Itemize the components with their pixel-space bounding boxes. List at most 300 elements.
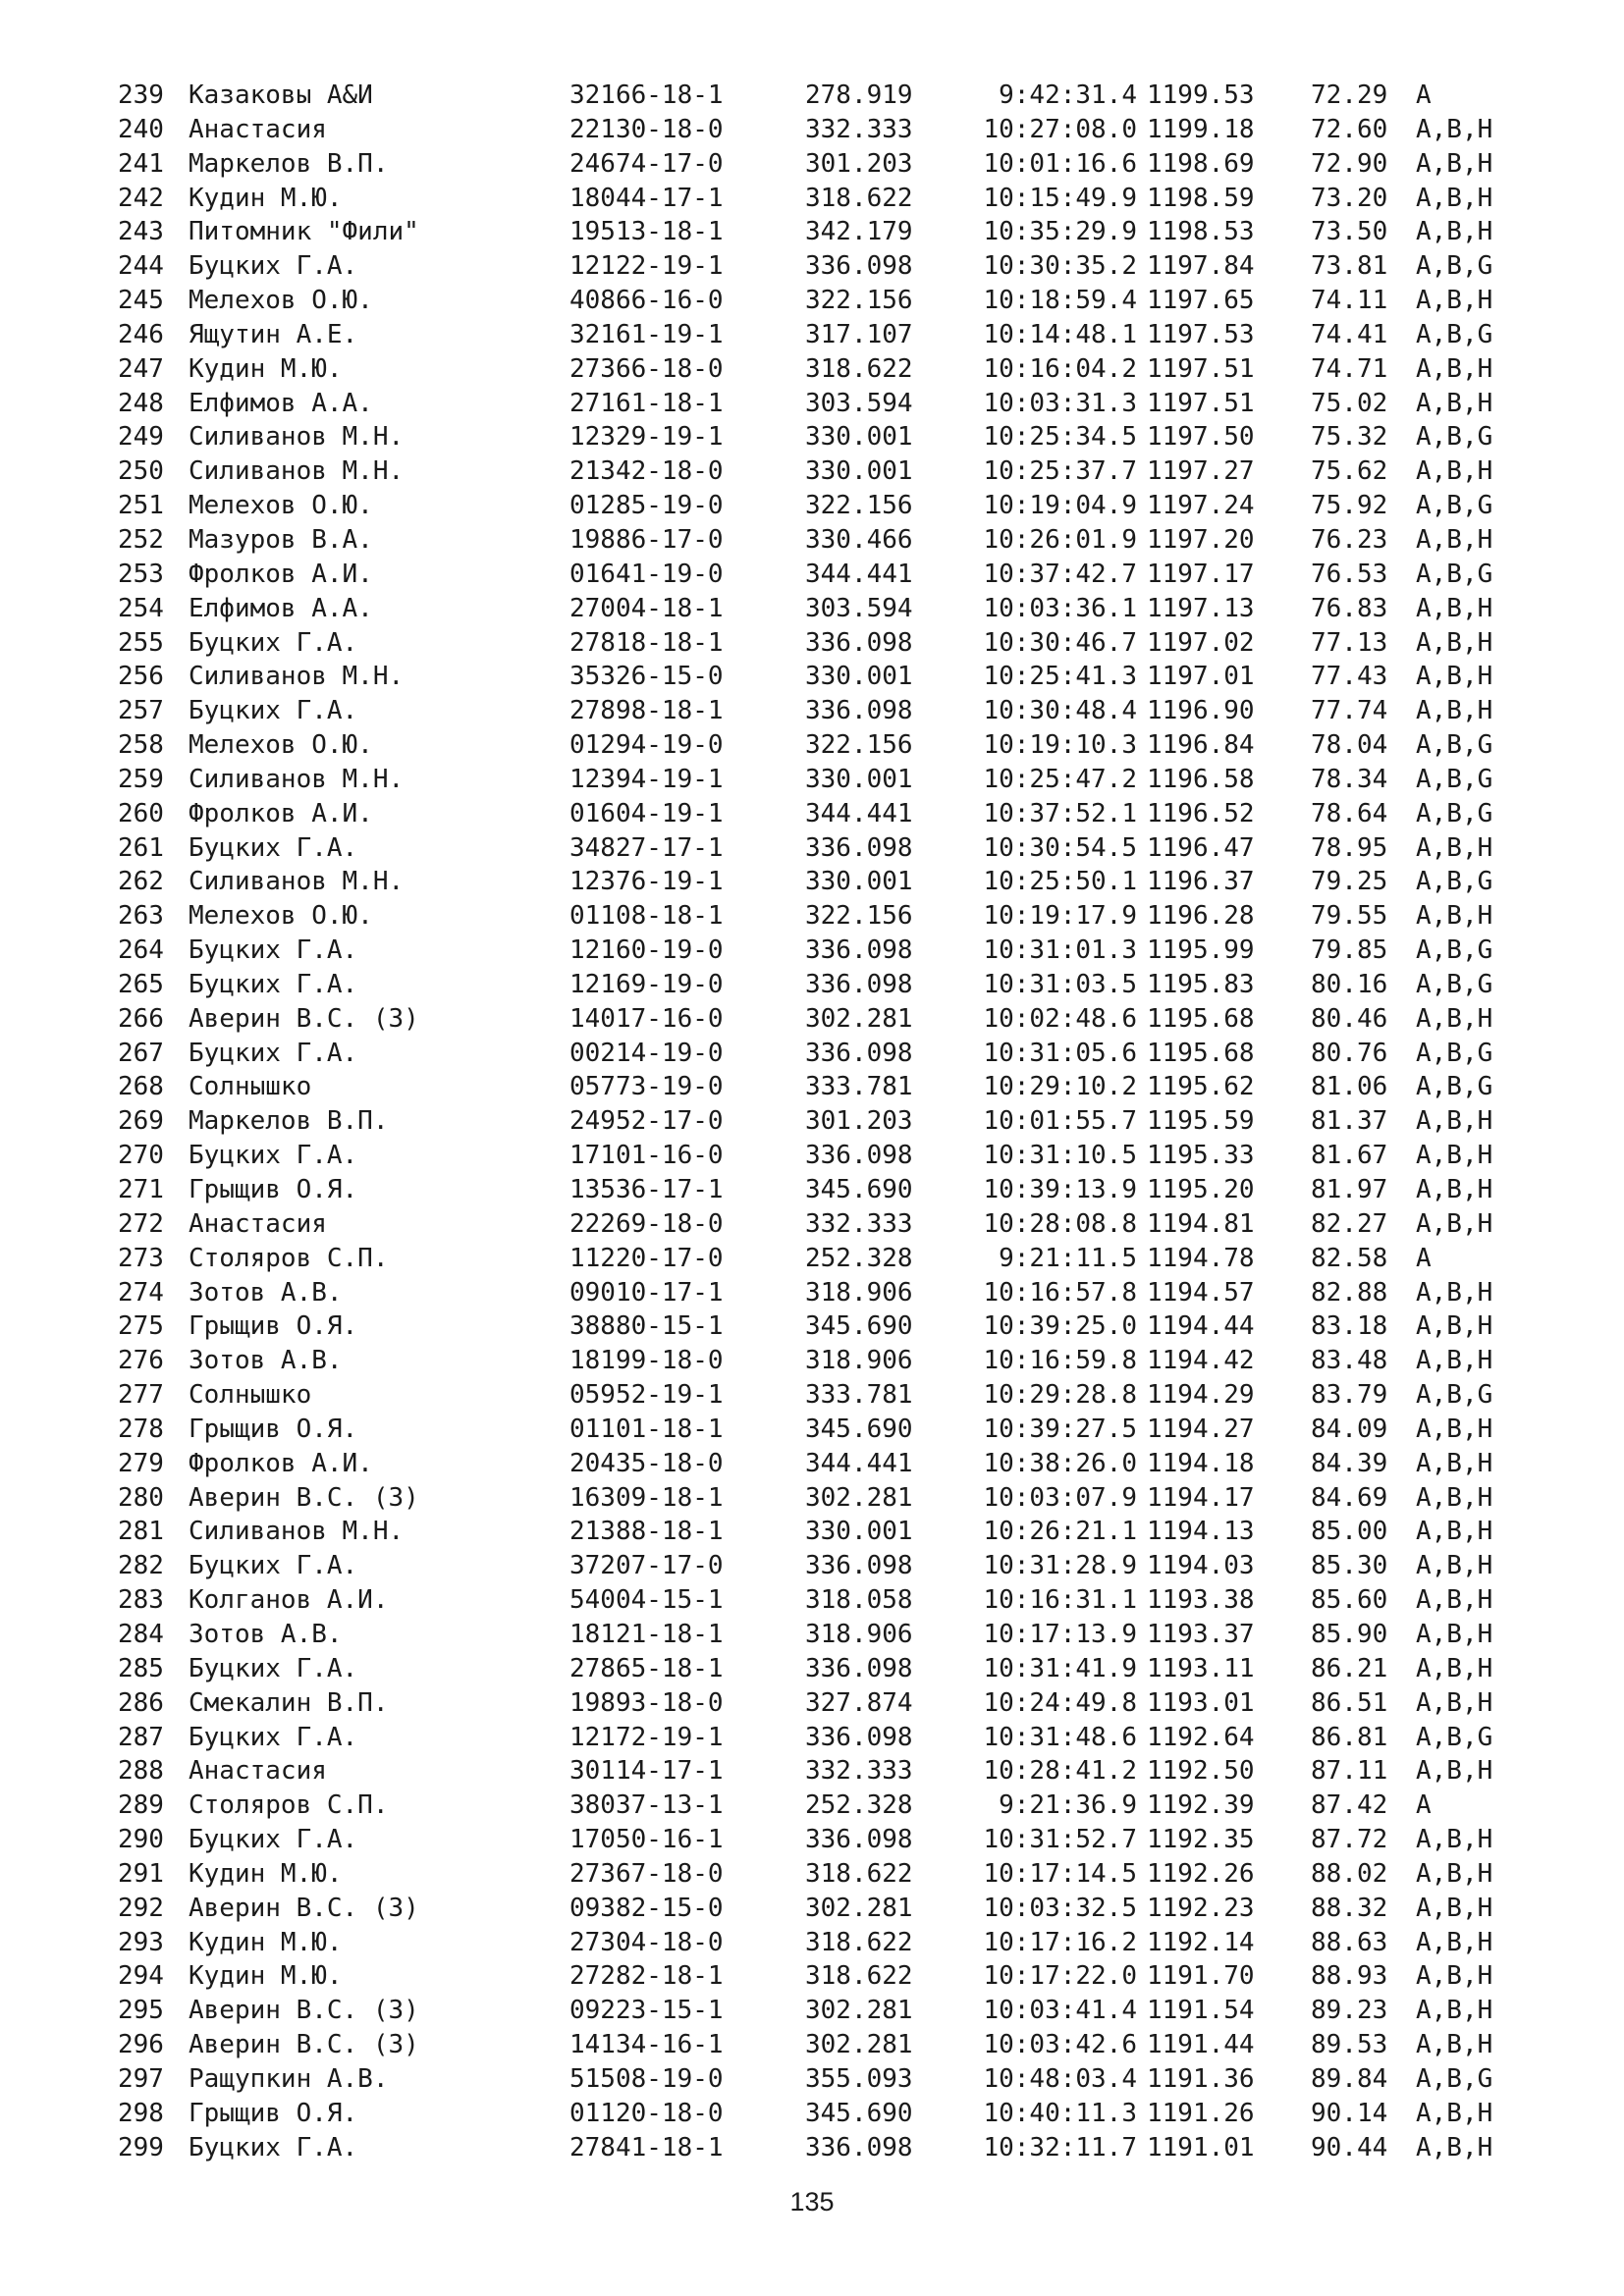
categories-cell: A,B,H (1416, 2030, 1493, 2060)
percent-cell: 80.46 (1311, 1003, 1388, 1034)
ring-number-cell: 27366-18-0 (569, 353, 724, 384)
ring-number-cell: 21342-18-0 (569, 456, 724, 487)
ring-number-cell: 01108-18-1 (569, 901, 724, 932)
arrival-time-cell: 10:37:52.1 (983, 798, 1137, 828)
owner-name-cell: Силиванов М.Н. (189, 1517, 405, 1547)
speed-cell: 1197.84 (1147, 251, 1255, 282)
percent-cell: 81.67 (1311, 1141, 1388, 1171)
rank-cell: 272 (118, 1208, 164, 1239)
speed-cell: 1194.27 (1147, 1414, 1255, 1444)
categories-cell: A,B,H (1416, 662, 1493, 692)
categories-cell: A,B,H (1416, 524, 1493, 555)
ring-number-cell: 01285-19-0 (569, 491, 724, 521)
percent-cell: 82.88 (1311, 1277, 1388, 1308)
owner-name-cell: Елфимов А.А. (189, 388, 373, 418)
owner-name-cell: Аверин В.С. (З) (189, 1996, 419, 2026)
categories-cell: A,B,H (1416, 1996, 1493, 2026)
rank-cell: 268 (118, 1072, 164, 1102)
categories-cell: A,B,G (1416, 935, 1493, 966)
ring-number-cell: 17101-16-0 (569, 1141, 724, 1171)
categories-cell: A,B,G (1416, 1722, 1493, 1752)
categories-cell: A,B,H (1416, 1961, 1493, 1992)
ring-number-cell: 01641-19-0 (569, 559, 724, 589)
distance-cell: 336.098 (805, 251, 913, 282)
rank-cell: 282 (118, 1551, 164, 1581)
owner-name-cell: Кудин М.Ю. (189, 1858, 343, 1889)
distance-cell: 322.156 (805, 491, 913, 521)
arrival-time-cell: 10:19:04.9 (983, 491, 1137, 521)
percent-cell: 89.23 (1311, 1996, 1388, 2026)
categories-cell: A,B,H (1416, 593, 1493, 623)
percent-cell: 80.76 (1311, 1038, 1388, 1068)
speed-cell: 1197.50 (1147, 422, 1255, 453)
rank-cell: 253 (118, 559, 164, 589)
speed-cell: 1191.44 (1147, 2030, 1255, 2060)
owner-name-cell: Грыщив О.Я. (189, 1175, 358, 1204)
distance-cell: 336.098 (805, 1141, 913, 1171)
rank-cell: 245 (118, 286, 164, 316)
arrival-time-cell: 10:31:48.6 (983, 1722, 1137, 1752)
percent-cell: 78.95 (1311, 832, 1388, 863)
speed-cell: 1195.83 (1147, 969, 1255, 999)
ring-number-cell: 27367-18-0 (569, 1858, 724, 1889)
arrival-time-cell: 10:30:48.4 (983, 696, 1137, 726)
percent-cell: 89.84 (1311, 2063, 1388, 2094)
categories-cell: A,B,G (1416, 764, 1493, 794)
ring-number-cell: 37207-17-0 (569, 1551, 724, 1581)
speed-cell: 1197.65 (1147, 286, 1255, 316)
rank-cell: 267 (118, 1038, 164, 1068)
owner-name-cell: Силиванов М.Н. (189, 422, 405, 453)
categories-cell: A,B,H (1416, 456, 1493, 487)
rank-cell: 259 (118, 764, 164, 794)
categories-cell: A,B,H (1416, 696, 1493, 726)
owner-name-cell: Буцких Г.А. (189, 1653, 358, 1683)
distance-cell: 330.466 (805, 524, 913, 555)
speed-cell: 1197.01 (1147, 662, 1255, 692)
percent-cell: 77.74 (1311, 696, 1388, 726)
ring-number-cell: 12394-19-1 (569, 764, 724, 794)
rank-cell: 266 (118, 1003, 164, 1034)
speed-cell: 1196.58 (1147, 764, 1255, 794)
distance-cell: 332.333 (805, 1756, 913, 1787)
rank-cell: 251 (118, 491, 164, 521)
ring-number-cell: 12329-19-1 (569, 422, 724, 453)
ring-number-cell: 12172-19-1 (569, 1722, 724, 1752)
ring-number-cell: 22130-18-0 (569, 114, 724, 144)
owner-name-cell: Колганов А.И. (189, 1585, 389, 1616)
owner-name-cell: Силиванов М.Н. (189, 662, 405, 692)
owner-name-cell: Буцких Г.А. (189, 2132, 358, 2163)
distance-cell: 345.690 (805, 1414, 913, 1444)
rank-cell: 242 (118, 183, 164, 213)
distance-cell: 336.098 (805, 935, 913, 966)
speed-cell: 1194.44 (1147, 1311, 1255, 1342)
percent-cell: 82.27 (1311, 1208, 1388, 1239)
rank-cell: 293 (118, 1927, 164, 1957)
arrival-time-cell: 10:39:27.5 (983, 1414, 1137, 1444)
categories-cell: A,B,H (1416, 1003, 1493, 1034)
categories-cell: A,B,H (1416, 1414, 1493, 1444)
rank-cell: 298 (118, 2098, 164, 2128)
distance-cell: 330.001 (805, 867, 913, 897)
ring-number-cell: 09010-17-1 (569, 1277, 724, 1308)
categories-cell: A,B,H (1416, 627, 1493, 658)
distance-cell: 318.622 (805, 353, 913, 384)
rank-cell: 257 (118, 696, 164, 726)
categories-cell: A,B,G (1416, 1380, 1493, 1411)
distance-cell: 252.328 (805, 1790, 913, 1821)
owner-name-cell: Мелехов О.Ю. (189, 901, 373, 932)
rank-cell: 287 (118, 1722, 164, 1752)
speed-cell: 1194.78 (1147, 1243, 1255, 1273)
distance-cell: 322.156 (805, 901, 913, 932)
distance-cell: 344.441 (805, 798, 913, 828)
percent-cell: 85.30 (1311, 1551, 1388, 1581)
categories-cell: A,B,G (1416, 867, 1493, 897)
arrival-time-cell: 10:03:42.6 (983, 2030, 1137, 2060)
speed-cell: 1196.84 (1147, 730, 1255, 761)
percent-cell: 88.93 (1311, 1961, 1388, 1992)
categories-cell: A,B,H (1416, 1893, 1493, 1923)
arrival-time-cell: 10:17:16.2 (983, 1927, 1137, 1957)
percent-cell: 88.32 (1311, 1893, 1388, 1923)
arrival-time-cell: 10:30:46.7 (983, 627, 1137, 658)
owner-name-cell: Грыщив О.Я. (189, 1414, 358, 1444)
rank-cell: 289 (118, 1790, 164, 1821)
categories-cell: A,B,G (1416, 798, 1493, 828)
percent-cell: 81.97 (1311, 1175, 1388, 1204)
arrival-time-cell: 10:25:37.7 (983, 456, 1137, 487)
categories-cell: A,B,H (1416, 901, 1493, 932)
ring-number-cell: 27818-18-1 (569, 627, 724, 658)
owner-name-cell: Аверин В.С. (З) (189, 1003, 419, 1034)
percent-cell: 88.02 (1311, 1858, 1388, 1889)
speed-cell: 1195.99 (1147, 935, 1255, 966)
rank-cell: 254 (118, 593, 164, 623)
rank-cell: 296 (118, 2030, 164, 2060)
ring-number-cell: 21388-18-1 (569, 1517, 724, 1547)
arrival-time-cell: 10:03:07.9 (983, 1482, 1137, 1513)
percent-cell: 85.60 (1311, 1585, 1388, 1616)
categories-cell: A,B,G (1416, 251, 1493, 282)
owner-name-cell: Буцких Г.А. (189, 627, 358, 658)
arrival-time-cell: 10:17:13.9 (983, 1619, 1137, 1649)
arrival-time-cell: 10:02:48.6 (983, 1003, 1137, 1034)
ring-number-cell: 01120-18-0 (569, 2098, 724, 2128)
owner-name-cell: Аверин В.С. (З) (189, 1482, 419, 1513)
distance-cell: 342.179 (805, 217, 913, 247)
owner-name-cell: Зотов А.В. (189, 1277, 343, 1308)
ring-number-cell: 01604-19-1 (569, 798, 724, 828)
rank-cell: 264 (118, 935, 164, 966)
categories-cell: A,B,H (1416, 183, 1493, 213)
categories-cell: A,B,G (1416, 969, 1493, 999)
percent-cell: 90.14 (1311, 2098, 1388, 2128)
distance-cell: 345.690 (805, 1175, 913, 1204)
rank-cell: 279 (118, 1448, 164, 1478)
owner-name-cell: Буцких Г.А. (189, 251, 358, 282)
owner-name-cell: Фролков А.И. (189, 798, 373, 828)
percent-cell: 76.53 (1311, 559, 1388, 589)
categories-cell: A,B,H (1416, 832, 1493, 863)
percent-cell: 76.23 (1311, 524, 1388, 555)
distance-cell: 336.098 (805, 1825, 913, 1855)
distance-cell: 333.781 (805, 1072, 913, 1102)
categories-cell: A,B,G (1416, 319, 1493, 349)
percent-cell: 84.69 (1311, 1482, 1388, 1513)
percent-cell: 83.79 (1311, 1380, 1388, 1411)
arrival-time-cell: 10:14:48.1 (983, 319, 1137, 349)
percent-cell: 80.16 (1311, 969, 1388, 999)
speed-cell: 1197.24 (1147, 491, 1255, 521)
percent-cell: 79.25 (1311, 867, 1388, 897)
distance-cell: 301.203 (805, 148, 913, 179)
distance-cell: 303.594 (805, 388, 913, 418)
distance-cell: 330.001 (805, 422, 913, 453)
percent-cell: 72.29 (1311, 80, 1388, 110)
distance-cell: 317.107 (805, 319, 913, 349)
percent-cell: 86.81 (1311, 1722, 1388, 1752)
speed-cell: 1195.59 (1147, 1106, 1255, 1137)
percent-cell: 73.50 (1311, 217, 1388, 247)
rank-cell: 275 (118, 1311, 164, 1342)
categories-cell: A,B,H (1416, 1208, 1493, 1239)
distance-cell: 330.001 (805, 662, 913, 692)
distance-cell: 303.594 (805, 593, 913, 623)
speed-cell: 1198.69 (1147, 148, 1255, 179)
ring-number-cell: 19513-18-1 (569, 217, 724, 247)
rank-cell: 292 (118, 1893, 164, 1923)
distance-cell: 301.203 (805, 1106, 913, 1137)
percent-cell: 90.44 (1311, 2132, 1388, 2163)
percent-cell: 88.63 (1311, 1927, 1388, 1957)
owner-name-cell: Мелехов О.Ю. (189, 491, 373, 521)
ring-number-cell: 40866-16-0 (569, 286, 724, 316)
speed-cell: 1197.13 (1147, 593, 1255, 623)
rank-cell: 274 (118, 1277, 164, 1308)
owner-name-cell: Солнышко (189, 1380, 312, 1411)
speed-cell: 1194.13 (1147, 1517, 1255, 1547)
rank-cell: 240 (118, 114, 164, 144)
arrival-time-cell: 10:30:35.2 (983, 251, 1137, 282)
distance-cell: 344.441 (805, 1448, 913, 1478)
arrival-time-cell: 10:03:41.4 (983, 1996, 1137, 2026)
speed-cell: 1196.37 (1147, 867, 1255, 897)
percent-cell: 87.11 (1311, 1756, 1388, 1787)
arrival-time-cell: 10:39:25.0 (983, 1311, 1137, 1342)
speed-cell: 1194.29 (1147, 1380, 1255, 1411)
owner-name-cell: Кудин М.Ю. (189, 183, 343, 213)
distance-cell: 318.906 (805, 1619, 913, 1649)
ring-number-cell: 09223-15-1 (569, 1996, 724, 2026)
categories-cell: A,B,H (1416, 1311, 1493, 1342)
ring-number-cell: 17050-16-1 (569, 1825, 724, 1855)
arrival-time-cell: 10:29:10.2 (983, 1072, 1137, 1102)
arrival-time-cell: 9:21:11.5 (999, 1243, 1137, 1273)
speed-cell: 1199.53 (1147, 80, 1255, 110)
ring-number-cell: 19893-18-0 (569, 1687, 724, 1718)
owner-name-cell: Буцких Г.А. (189, 1141, 358, 1171)
ring-number-cell: 00214-19-0 (569, 1038, 724, 1068)
percent-cell: 74.71 (1311, 353, 1388, 384)
arrival-time-cell: 10:19:10.3 (983, 730, 1137, 761)
categories-cell: A,B,H (1416, 1858, 1493, 1889)
owner-name-cell: Буцких Г.А. (189, 1825, 358, 1855)
categories-cell: A,B,H (1416, 388, 1493, 418)
owner-name-cell: Зотов А.В. (189, 1619, 343, 1649)
rank-cell: 286 (118, 1687, 164, 1718)
speed-cell: 1192.35 (1147, 1825, 1255, 1855)
speed-cell: 1197.17 (1147, 559, 1255, 589)
percent-cell: 75.92 (1311, 491, 1388, 521)
arrival-time-cell: 10:31:05.6 (983, 1038, 1137, 1068)
arrival-time-cell: 10:17:14.5 (983, 1858, 1137, 1889)
speed-cell: 1197.51 (1147, 388, 1255, 418)
categories-cell: A,B,H (1416, 1175, 1493, 1204)
distance-cell: 318.622 (805, 183, 913, 213)
owner-name-cell: Мазуров В.А. (189, 524, 373, 555)
rank-cell: 284 (118, 1619, 164, 1649)
rank-cell: 294 (118, 1961, 164, 1992)
owner-name-cell: Фролков А.И. (189, 1448, 373, 1478)
distance-cell: 345.690 (805, 2098, 913, 2128)
ring-number-cell: 27304-18-0 (569, 1927, 724, 1957)
owner-name-cell: Кудин М.Ю. (189, 1927, 343, 1957)
arrival-time-cell: 10:03:31.3 (983, 388, 1137, 418)
categories-cell: A,B,G (1416, 491, 1493, 521)
ring-number-cell: 54004-15-1 (569, 1585, 724, 1616)
ring-number-cell: 22269-18-0 (569, 1208, 724, 1239)
rank-cell: 295 (118, 1996, 164, 2026)
categories-cell: A,B,H (1416, 1585, 1493, 1616)
speed-cell: 1191.26 (1147, 2098, 1255, 2128)
owner-name-cell: Кудин М.Ю. (189, 353, 343, 384)
rank-cell: 241 (118, 148, 164, 179)
arrival-time-cell: 10:31:03.5 (983, 969, 1137, 999)
percent-cell: 72.90 (1311, 148, 1388, 179)
percent-cell: 89.53 (1311, 2030, 1388, 2060)
distance-cell: 302.281 (805, 1003, 913, 1034)
arrival-time-cell: 10:31:41.9 (983, 1653, 1137, 1683)
speed-cell: 1191.01 (1147, 2132, 1255, 2163)
categories-cell: A,B,H (1416, 1517, 1493, 1547)
arrival-time-cell: 10:25:47.2 (983, 764, 1137, 794)
ring-number-cell: 12160-19-0 (569, 935, 724, 966)
distance-cell: 327.874 (805, 1687, 913, 1718)
distance-cell: 336.098 (805, 1038, 913, 1068)
distance-cell: 318.906 (805, 1277, 913, 1308)
rank-cell: 255 (118, 627, 164, 658)
distance-cell: 278.919 (805, 80, 913, 110)
page-number: 135 (789, 2187, 835, 2216)
speed-cell: 1198.59 (1147, 183, 1255, 213)
percent-cell: 72.60 (1311, 114, 1388, 144)
arrival-time-cell: 10:03:36.1 (983, 593, 1137, 623)
categories-cell: A,B,H (1416, 1619, 1493, 1649)
categories-cell: A,B,H (1416, 1687, 1493, 1718)
percent-cell: 82.58 (1311, 1243, 1388, 1273)
speed-cell: 1196.52 (1147, 798, 1255, 828)
distance-cell: 332.333 (805, 114, 913, 144)
categories-cell: A,B,H (1416, 217, 1493, 247)
arrival-time-cell: 10:18:59.4 (983, 286, 1137, 316)
percent-cell: 74.11 (1311, 286, 1388, 316)
speed-cell: 1197.51 (1147, 353, 1255, 384)
distance-cell: 302.281 (805, 1996, 913, 2026)
ring-number-cell: 24952-17-0 (569, 1106, 724, 1137)
categories-cell: A,B,H (1416, 1551, 1493, 1581)
ring-number-cell: 27865-18-1 (569, 1653, 724, 1683)
speed-cell: 1192.23 (1147, 1893, 1255, 1923)
distance-cell: 322.156 (805, 286, 913, 316)
ring-number-cell: 18199-18-0 (569, 1346, 724, 1376)
distance-cell: 355.093 (805, 2063, 913, 2094)
arrival-time-cell: 10:38:26.0 (983, 1448, 1137, 1478)
ring-number-cell: 27898-18-1 (569, 696, 724, 726)
categories-cell: A,B,H (1416, 1927, 1493, 1957)
owner-name-cell: Буцких Г.А. (189, 1722, 358, 1752)
rank-cell: 258 (118, 730, 164, 761)
distance-cell: 336.098 (805, 1653, 913, 1683)
categories-cell: A,B,H (1416, 1653, 1493, 1683)
distance-cell: 318.622 (805, 1961, 913, 1992)
owner-name-cell: Елфимов А.А. (189, 593, 373, 623)
owner-name-cell: Силиванов М.Н. (189, 764, 405, 794)
arrival-time-cell: 10:17:22.0 (983, 1961, 1137, 1992)
categories-cell: A,B,G (1416, 730, 1493, 761)
distance-cell: 330.001 (805, 764, 913, 794)
categories-cell: A,B,H (1416, 1277, 1493, 1308)
arrival-time-cell: 10:40:11.3 (983, 2098, 1137, 2128)
distance-cell: 302.281 (805, 1893, 913, 1923)
arrival-time-cell: 10:48:03.4 (983, 2063, 1137, 2094)
rank-cell: 269 (118, 1106, 164, 1137)
categories-cell: A (1416, 1790, 1432, 1821)
ring-number-cell: 18121-18-1 (569, 1619, 724, 1649)
distance-cell: 330.001 (805, 456, 913, 487)
ring-number-cell: 34827-17-1 (569, 832, 724, 863)
ring-number-cell: 01101-18-1 (569, 1414, 724, 1444)
categories-cell: A (1416, 1243, 1432, 1273)
speed-cell: 1193.11 (1147, 1653, 1255, 1683)
ring-number-cell: 18044-17-1 (569, 183, 724, 213)
distance-cell: 345.690 (805, 1311, 913, 1342)
speed-cell: 1192.26 (1147, 1858, 1255, 1889)
categories-cell: A,B,H (1416, 1825, 1493, 1855)
distance-cell: 336.098 (805, 696, 913, 726)
categories-cell: A,B,G (1416, 559, 1493, 589)
distance-cell: 336.098 (805, 2132, 913, 2163)
percent-cell: 87.72 (1311, 1825, 1388, 1855)
speed-cell: 1195.62 (1147, 1072, 1255, 1102)
owner-name-cell: Столяров С.П. (189, 1243, 389, 1273)
rank-cell: 285 (118, 1653, 164, 1683)
rank-cell: 299 (118, 2132, 164, 2163)
speed-cell: 1198.53 (1147, 217, 1255, 247)
rank-cell: 297 (118, 2063, 164, 2094)
rank-cell: 249 (118, 422, 164, 453)
speed-cell: 1194.42 (1147, 1346, 1255, 1376)
speed-cell: 1195.33 (1147, 1141, 1255, 1171)
distance-cell: 344.441 (805, 559, 913, 589)
ring-number-cell: 05773-19-0 (569, 1072, 724, 1102)
rank-cell: 250 (118, 456, 164, 487)
arrival-time-cell: 10:28:41.2 (983, 1756, 1137, 1787)
rank-cell: 270 (118, 1141, 164, 1171)
ring-number-cell: 19886-17-0 (569, 524, 724, 555)
rank-cell: 256 (118, 662, 164, 692)
